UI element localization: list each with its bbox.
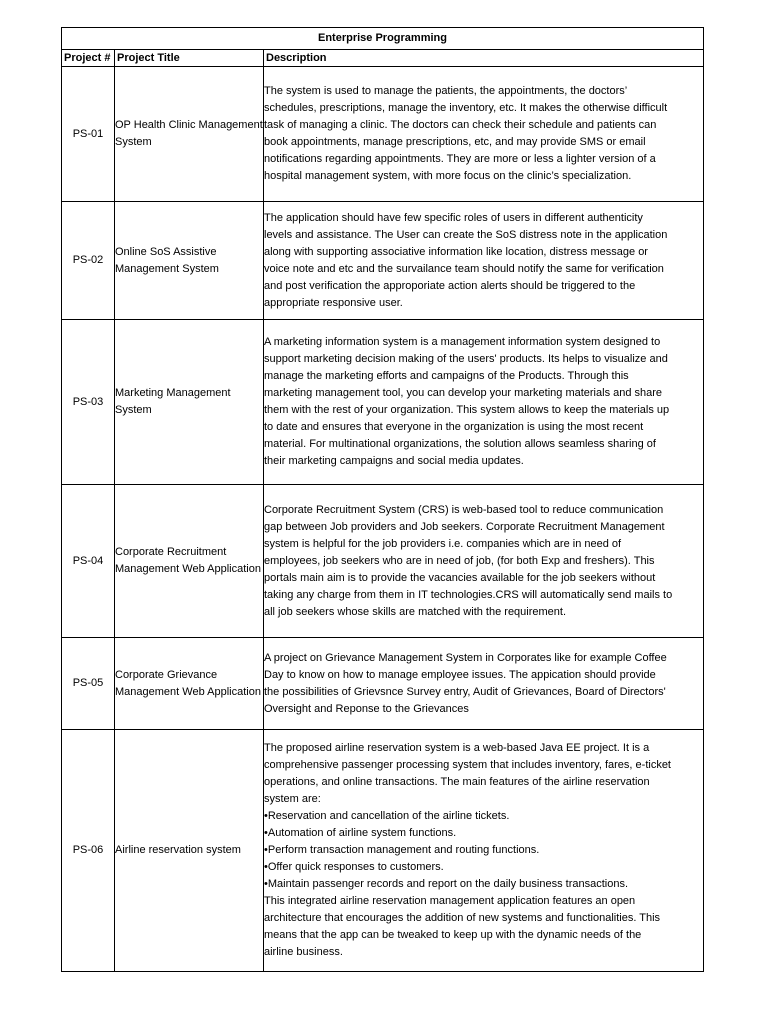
description-line: material. For multinational organizations, the solution allows seamless sharing of	[264, 438, 656, 450]
description-line: The proposed airline reservation system is a web-based Java EE project. It is a	[264, 742, 650, 754]
description-line: and post verification the approporiate action alerts should be triggered to the	[264, 279, 636, 292]
description-line: Day to know on how to manage employee issues. The appication should provide	[264, 668, 656, 681]
description-line: The application should have few specific roles of users in different authenticity	[264, 211, 643, 224]
description-line: all job seekers whose skills are matched with the requirement.	[264, 605, 567, 618]
description-line: support marketing decision making of the users' products. Its helps to visualize and	[264, 353, 668, 365]
project-row	[62, 202, 704, 320]
project-description	[264, 485, 704, 638]
description-line: means that the app can be tweaked to keep up with the dynamic needs of the	[264, 929, 642, 941]
project-row	[62, 485, 704, 638]
header-row	[62, 50, 704, 67]
description-line: them with the rest of your organization. This system allows to keep the materials up	[264, 404, 670, 416]
project-title: Online SoS Assistive Management System	[115, 202, 264, 320]
description-line: gap between Job providers and Job seekers. Corporate Recruitment Management	[264, 520, 665, 533]
project-description	[264, 67, 704, 202]
projects-table	[61, 27, 704, 972]
description-line: architecture that encourages the addition of new systems and functionalities. This	[264, 912, 661, 924]
description-line: The system is used to manage the patients, the appointments, the doctors’	[264, 85, 628, 97]
description-line: voice note and etc and the survailance team should notify the same for verification	[264, 262, 664, 275]
description-line: hospital management system, with more focus on the clinic’s specialization.	[264, 170, 632, 182]
project-row	[62, 730, 704, 972]
description-line: to date and ensures that everyone in the organization is using the most recent	[264, 421, 644, 433]
project-id: PS-04	[62, 485, 115, 638]
description-line: This integrated airline reservation management application features an open	[264, 895, 636, 907]
document-title: Enterprise Programming	[62, 28, 704, 50]
description-line: schedules, prescriptions, manage the inventory, etc. It makes the otherwise difficult	[264, 102, 668, 114]
header-project-id: Project #	[62, 50, 115, 67]
project-title: Marketing Management System	[115, 320, 264, 485]
project-id: PS-05	[62, 638, 115, 730]
project-id: PS-06	[62, 730, 115, 972]
project-row	[62, 320, 704, 485]
description-line: employees, job seekers who are in need of job, (for both Exp and freshers). This	[264, 554, 655, 567]
description-line: manage the marketing efforts and campaigns of the Products. Through this	[264, 370, 629, 382]
description-line: along with supporting associative information like location, distress message or	[264, 245, 648, 258]
header-project-title: Project Title	[115, 50, 264, 67]
project-row	[62, 638, 704, 730]
description-line: Corporate Recruitment System (CRS) is web-based tool to reduce communication	[264, 503, 664, 516]
project-id: PS-03	[62, 320, 115, 485]
project-title: Airline reservation system	[115, 730, 264, 972]
project-id: PS-02	[62, 202, 115, 320]
project-description	[264, 202, 704, 320]
description-line: marketing management tool, you can develop your marketing materials and share	[264, 387, 663, 399]
description-line: airline business.	[264, 946, 343, 958]
project-title: Corporate Grievance Management Web Application	[115, 638, 264, 730]
project-description	[264, 638, 704, 730]
description-line: portals main aim is to provide the vacancies available for the job seekers without	[264, 571, 656, 584]
description-line: A project on Grievance Management System in Corporates like for example Coffee	[264, 651, 667, 664]
description-line: system are:	[264, 793, 321, 805]
description-line: taking any charge from them in IT technologies.CRS will automatically send mails to	[264, 588, 673, 601]
description-line: •Offer quick responses to customers.	[264, 861, 444, 873]
description-line: task of managing a clinic. The doctors can check their schedule and patients can	[264, 119, 657, 131]
description-line: A marketing information system is a management information system designed to	[264, 336, 661, 348]
description-line: the possibilities of Grievsnce Survey entry, Audit of Grievances, Board of Directors'	[264, 685, 666, 698]
header-description: Description	[264, 50, 704, 67]
description-line: comprehensive passenger processing system that includes inventory, fares, e-ticket	[264, 759, 671, 771]
description-line: •Automation of airline system functions.	[264, 827, 457, 839]
description-line: •Maintain passenger records and report on the daily business transactions.	[264, 878, 628, 890]
description-line: •Perform transaction management and routing functions.	[264, 844, 540, 856]
description-line: system is helpful for the job providers i.e. companies which are in need of	[264, 537, 622, 550]
description-line: notifications regarding appointments. They are more or less a lighter version of a	[264, 153, 656, 165]
project-id: PS-01	[62, 67, 115, 202]
project-title: Corporate Recruitment Management Web Application	[115, 485, 264, 638]
project-description	[264, 320, 704, 485]
description-line: Oversight and Reponse to the Grievances	[264, 702, 469, 715]
description-line: •Reservation and cancellation of the airline tickets.	[264, 810, 510, 822]
description-line: operations, and online transactions. The main features of the airline reservation	[264, 776, 650, 788]
project-title: OP Health Clinic Management System	[115, 67, 264, 202]
project-description	[264, 730, 704, 972]
description-line: book appointments, manage prescriptions, etc, and may provide SMS or email	[264, 136, 646, 148]
projects-body	[62, 67, 704, 972]
description-line: appropriate responsive user.	[264, 296, 403, 309]
description-line: levels and assistance. The User can create the SoS distress note in the application	[264, 228, 668, 241]
project-row	[62, 67, 704, 202]
description-line: their marketing campaigns and social media updates.	[264, 455, 524, 467]
